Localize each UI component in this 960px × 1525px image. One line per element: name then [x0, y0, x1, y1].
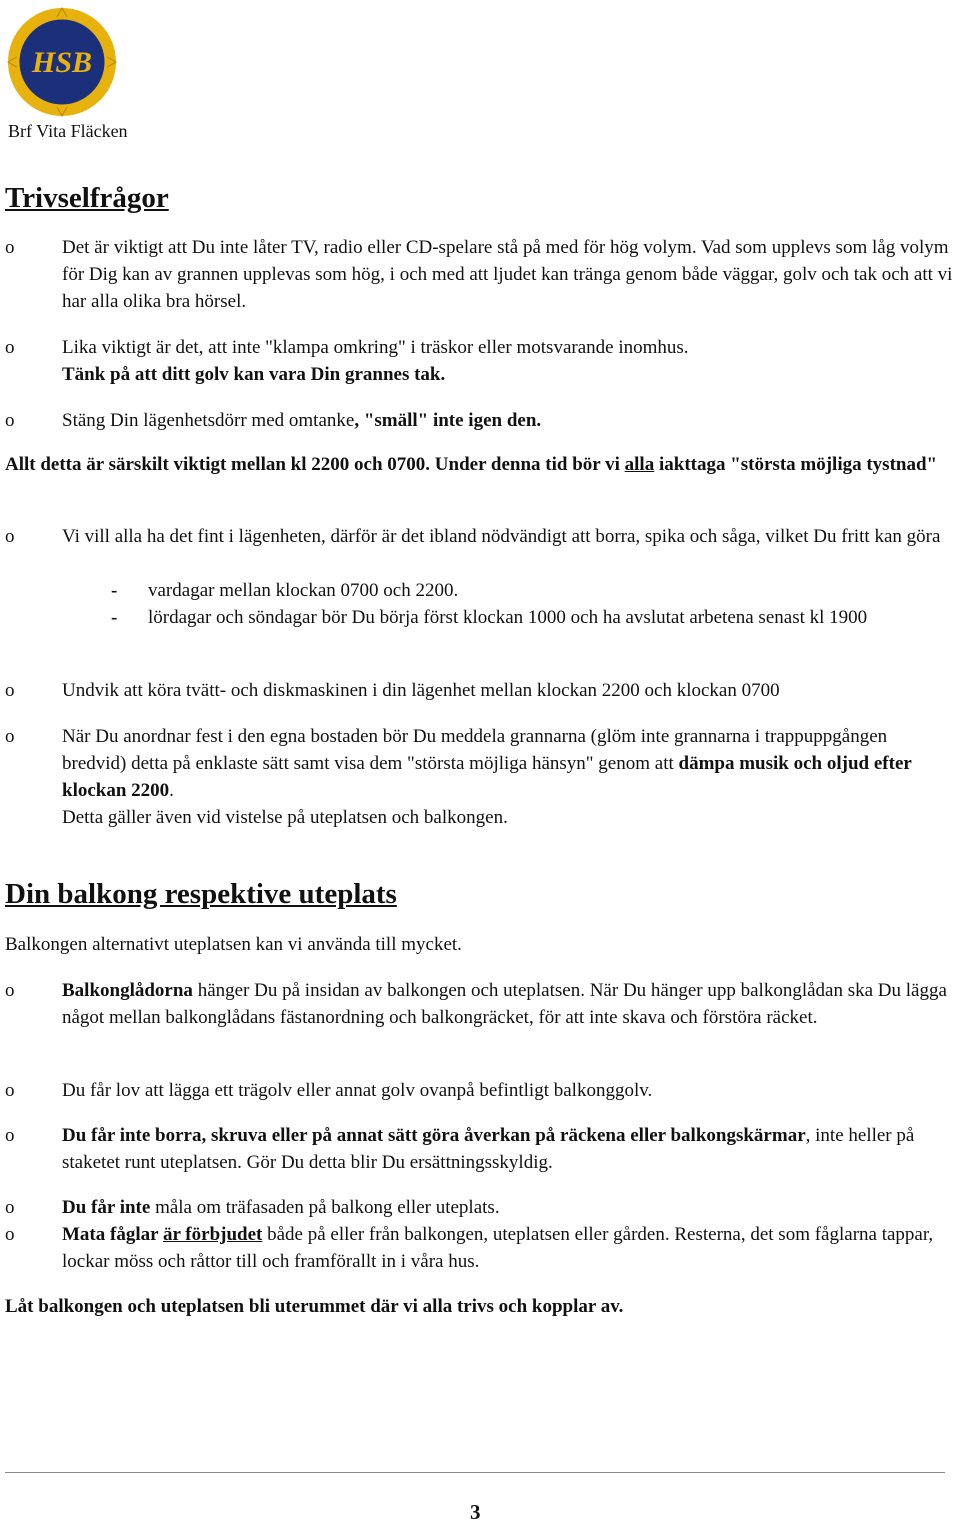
hsb-logo — [6, 6, 118, 118]
balkong-item-paint — [62, 1194, 956, 1221]
bullet-marker: o — [5, 410, 15, 431]
logo-text: HSB — [31, 46, 93, 79]
item-bold: Mata fåglar — [62, 1224, 163, 1245]
item-end: . — [169, 780, 174, 801]
bullet-marker: o — [5, 337, 15, 358]
trivsel-item-volume — [62, 234, 956, 315]
bullet-marker: o — [5, 526, 15, 547]
bullet-marker: o — [5, 980, 15, 1001]
item-bold: Tänk på att ditt golv kan vara Din grannes tak. — [62, 364, 446, 385]
bullet-marker: o — [5, 680, 15, 701]
item-text: , inte heller på staketet runt uteplatsen. Gör Du detta blir Du ersättningsskyldig. — [62, 1125, 915, 1173]
section-title-trivsel: Trivselfrågor — [5, 182, 169, 214]
dash-marker: - — [111, 607, 118, 628]
item-text: både på eller från balkongen, uteplatsen eller gården. Resterna, det som fåglarna tappar, lockar möss och råttor till och framförallt in i våra hus. — [62, 1224, 934, 1272]
notice-part1: Allt detta är särskilt viktigt mellan kl 2200 och 0700. Under denna tid bör vi — [5, 454, 625, 475]
item-text: Stäng Din lägenhetsdörr med omtanke — [62, 410, 355, 431]
section-title-balkong: Din balkong respektive uteplats — [5, 878, 397, 910]
dash-marker: - — [111, 580, 118, 601]
renovation-weekends: lördagar och söndagar bör Du börja först klockan 1000 och ha avslutat arbetena senast kl 1900 — [148, 607, 868, 628]
bullet-marker: o — [5, 1224, 15, 1245]
bullet-marker: o — [5, 1125, 15, 1146]
balkong-item-birds — [62, 1221, 956, 1275]
item-line2: Detta gäller även vid vistelse på uteplatsen och balkongen. — [62, 807, 508, 828]
bullet-marker: o — [5, 1197, 15, 1218]
bullet-marker: o — [5, 1080, 15, 1101]
item-text: hänger Du på insidan av balkongen och uteplatsen. När Du hänger upp balkonglådan ska Du lägga något mellan balkonglådans fästanordning och balkongräcket, för att inte skava och förstöra räcket. — [62, 980, 947, 1028]
trivsel-item-machines: Undvik att köra tvätt- och diskmaskinen i din lägenhet mellan klockan 2200 och klockan 0700 — [62, 680, 780, 701]
item-bold-underlined: är förbjudet — [162, 1224, 263, 1245]
balkong-item-damage — [62, 1122, 956, 1176]
item-bold: Du får inte — [62, 1197, 151, 1218]
quiet-hours-notice — [5, 451, 955, 478]
notice-underlined: alla — [624, 454, 655, 475]
renovation-weekdays: vardagar mellan klockan 0700 och 2200. — [148, 580, 459, 601]
item-text: Lika viktigt är det, att inte "klampa omkring" i träskor eller motsvarande inomhus. — [62, 337, 689, 358]
item-text: När Du anordnar fest i den egna bostaden bör Du meddela grannarna (glöm inte grannarna i trappuppgången bredvid) detta på enklaste sätt samt visa dem "största möjliga hänsyn" genom att — [62, 726, 888, 774]
item-bold: Balkonglådorna — [62, 980, 193, 1001]
org-name: Brf Vita Fläcken — [8, 121, 128, 141]
item-text: måla om träfasaden på balkong eller uteplats. — [150, 1197, 500, 1218]
notice-part2: iakttaga "största möjliga tystnad" — [654, 454, 938, 475]
footer-divider — [5, 1472, 945, 1473]
item-text: Det är viktigt att Du inte låter TV, radio eller CD-spelare stå på med för hög volym. Vad som upplevs som låg volym för Dig kan av grannen upplevas som hög, i och med att ljudet kan tränga genom både väggar, golv och tak och att vi har alla olika bra hörsel. — [62, 237, 953, 312]
item-bold: dämpa musik och oljud efter klockan 2200 — [62, 753, 912, 801]
trivsel-item-renovation: Vi vill alla ha det fint i lägenheten, därför är det ibland nödvändigt att borra, spika och såga, vilket Du fritt kan göra — [62, 526, 941, 547]
balkong-closing: Låt balkongen och uteplatsen bli uterummet där vi alla trivs och kopplar av. — [5, 1296, 624, 1317]
item-bold: , "smäll" inte igen den. — [354, 410, 542, 431]
item-bold: Du får inte borra, skruva eller på annat sätt göra åverkan på räckena eller balkongskärmar — [62, 1125, 806, 1146]
balkong-item-boxes — [62, 977, 956, 1031]
trivsel-item-door — [62, 407, 956, 434]
trivsel-item-klampa — [62, 334, 956, 388]
page-number: 3 — [470, 1500, 481, 1524]
bullet-marker: o — [5, 237, 15, 258]
trivsel-item-party — [62, 723, 956, 831]
bullet-marker: o — [5, 726, 15, 747]
balkong-item-floor: Du får lov att lägga ett trägolv eller annat golv ovanpå befintligt balkonggolv. — [62, 1080, 653, 1101]
balkong-intro: Balkongen alternativt uteplatsen kan vi använda till mycket. — [5, 934, 462, 955]
